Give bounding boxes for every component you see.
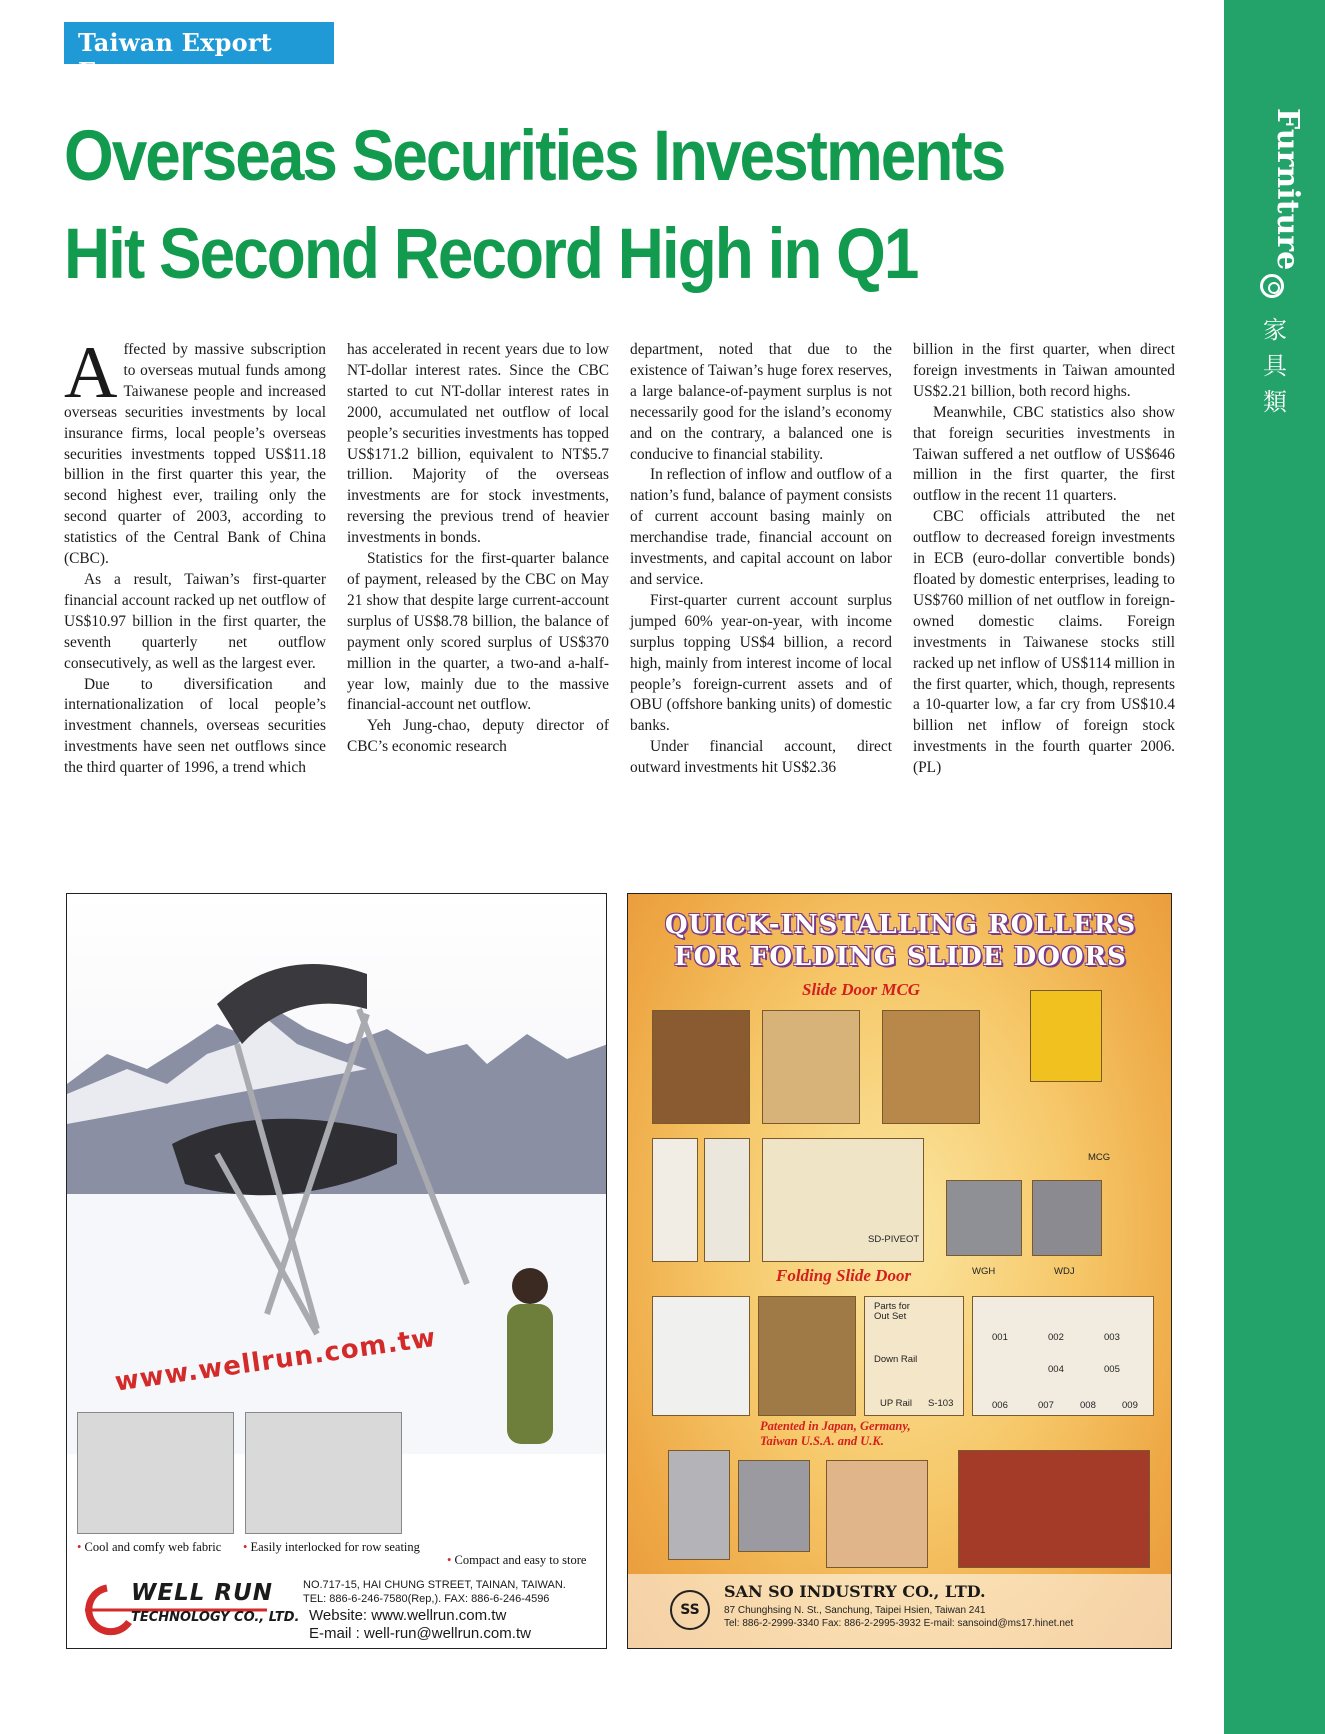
well-run-advertisement xyxy=(66,893,607,1649)
san-so-phone-email[interactable]: Tel: 886-2-2999-3340 Fax: 886-2-2995-3932 E-mail: sansoind@ms17.hinet.net xyxy=(724,1618,1074,1629)
category-char: 類 xyxy=(1263,388,1287,416)
subtitle-folding-door: Folding Slide Door xyxy=(776,1266,912,1285)
article-paragraph: Statistics for the first-quarter balance of payment, released by the CBC on May 21 show that despite large current-account surplus of US$8.78 billion, the balance of payment only scored surplus of US$370 million in the quarter, a two-and a-half-year low, mainly due to the massive financial-account net outflow. xyxy=(347,550,609,714)
subtitle-slide-door: Slide Door MCG xyxy=(802,980,921,999)
article-paragraph: has accelerated in recent years due to low NT-dollar interest rates. Since the CBC started to cut NT-dollar interest rates in 2000, accumulated net outflow of local people’s securities investments has topped US$171.2 billion, equivalent to NT$5.7 trillion. Majority of the overseas investments are for stock investments, reversing the previous trend of heavier investments in bonds. xyxy=(347,341,609,547)
san-so-advertisement xyxy=(627,893,1172,1649)
san-so-company-name: SAN SO INDUSTRY CO., LTD. xyxy=(724,1582,986,1601)
article-column-2 xyxy=(347,340,609,758)
well-run-email[interactable]: E-mail : well-run@wellrun.com.tw xyxy=(309,1625,531,1642)
part-number: 001 xyxy=(992,1332,1008,1343)
section-tag-label: Taiwan Export Express xyxy=(78,28,272,86)
label-parts-outset: Parts for Out Set xyxy=(874,1301,910,1322)
category-english: Furniture xyxy=(1270,108,1305,271)
folding-door-photo xyxy=(652,1296,750,1416)
article-headline: Overseas Securities Investments Hit Second Record High in Q1 xyxy=(64,117,1005,294)
section-tag xyxy=(64,22,334,86)
caption-web-fabric: • Cool and comfy web fabric xyxy=(77,1540,222,1554)
part-number: 009 xyxy=(1122,1400,1138,1411)
part-number: 002 xyxy=(1048,1332,1064,1343)
label-wgh: WGH xyxy=(972,1266,996,1277)
row-seating-photo xyxy=(245,1412,402,1534)
article-paragraph: billion in the first quarter, when direct foreign investments in Taiwan amounted US$2.21 billion, both record highs. xyxy=(913,341,1175,400)
roller-photo xyxy=(738,1460,810,1552)
article-paragraph: Due to diversification and internationalization of local people’s investment channels, overseas securities investments have seen net outflows since the third quarter of 1996, a trend which xyxy=(64,675,326,777)
article-paragraph: department, noted that due to the existence of Taiwan’s huge forex reserves, a large balance-of-payment surplus is not necessarily good for the island’s economy and on the contrary, a balanced one is conducive to financial stability. xyxy=(630,341,892,463)
well-run-phone: TEL: 886-6-246-7580(Rep,). FAX: 886-6-246-4596 xyxy=(303,1593,550,1605)
lock-hardware-photo xyxy=(668,1450,730,1560)
article-paragraph: Yeh Jung-chao, deputy director of CBC’s economic research xyxy=(347,717,609,756)
part-number: 008 xyxy=(1080,1400,1096,1411)
article-column-4 xyxy=(913,340,1175,779)
woman-head xyxy=(512,1268,548,1304)
folding-door-room-photo xyxy=(958,1450,1150,1568)
san-so-logo-icon: SS xyxy=(670,1590,710,1630)
label-mcg: MCG xyxy=(1088,1152,1111,1163)
part-number: 006 xyxy=(992,1400,1008,1411)
patent-notice: Patented in Japan, Germany, Taiwan U.S.A. and U.K. xyxy=(760,1419,911,1448)
article-column-1 xyxy=(64,332,326,779)
door-photo xyxy=(652,1010,750,1124)
room-photo xyxy=(758,1296,856,1416)
drop-cap: A xyxy=(64,332,118,414)
hardware-grid-photo xyxy=(972,1296,1154,1416)
part-number: 004 xyxy=(1048,1364,1064,1375)
well-run-website[interactable]: Website: www.wellrun.com.tw xyxy=(309,1607,507,1624)
san-so-contact xyxy=(724,1604,1073,1630)
label-wdj: WDJ xyxy=(1054,1266,1075,1277)
category-char: 家 xyxy=(1263,316,1287,344)
bullseye-icon xyxy=(1260,274,1284,298)
article-column-3 xyxy=(630,340,892,779)
web-fabric-photo xyxy=(77,1412,234,1534)
label-s103: S-103 xyxy=(928,1398,954,1409)
label-down-rail: Down Rail xyxy=(874,1354,918,1365)
article-paragraph: As a result, Taiwan’s first-quarter financial account racked up net outflow of US$10.97 billion in the first quarter, the seventh quarterly net outflow consecutively, as well as the largest ever. xyxy=(64,570,326,672)
category-char: 具 xyxy=(1263,352,1287,380)
installation-photo xyxy=(826,1460,928,1568)
part-number: 005 xyxy=(1104,1364,1120,1375)
category-label xyxy=(1224,108,1325,428)
san-so-address: 87 Chunghsing N. St., Sanchung, Taipei Hsien, Taiwan 241 xyxy=(724,1605,986,1616)
label-sd-piveot: SD-PIVEOT xyxy=(868,1234,920,1245)
san-so-title-line2: FOR FOLDING SLIDE DOORS xyxy=(674,942,1127,972)
article-paragraph: In reflection of inflow and outflow of a nation’s fund, balance of payment consists of current account basing mainly on merchandise trade, financial account on investments, and capital account on labor and service. xyxy=(630,466,892,588)
well-run-company-sub: TECHNOLOGY CO., LTD. xyxy=(131,1610,300,1625)
article-paragraph: First-quarter current account surplus jumped 60% year-on-year, with income surplus topping US$4 billion, a record high, mainly from interest income of local people’s foreign-current assets and of OBU (offshore banking units) of domestic banks. xyxy=(630,591,892,735)
well-run-url[interactable]: www.wellrun.com.tw xyxy=(113,1322,439,1398)
article-paragraph: Meanwhile, CBC statistics also show that foreign securities investments in Taiwan suffered a net outflow of US$646 million in the first quarter, the first outflow in the recent 11 quarters. xyxy=(913,403,1175,505)
article-paragraph: Affected by massive subscription to overseas mutual funds among Taiwanese people and increased overseas securities investments by local insurance firms, local people’s overseas securities investments topped US$11.18 billion in the first quarter this year, the second highest ever, trailing only the second quarter of 2003, according to statistics of the Central Bank of China (CBC). xyxy=(64,332,326,568)
well-run-company-name: WELL RUN xyxy=(131,1580,274,1606)
caption-row-seating: • Easily interlocked for row seating xyxy=(243,1540,420,1554)
article-paragraph: Under financial account, direct outward investments hit US$2.36 xyxy=(630,738,892,777)
caption-compact: • Compact and easy to store xyxy=(447,1553,587,1567)
well-run-address: NO.717-15, HAI CHUNG STREET, TAINAN, TAIWAN. xyxy=(303,1579,566,1591)
door-photo xyxy=(652,1138,698,1262)
article-paragraph: CBC officials attributed the net outflow to decreased foreign investments in ECB (euro-dollar convertible bonds) floated by domestic enterprises, leading to US$760 million of net outflow in foreign-owned domestic claims. Foreign investments in Taiwanese stocks still racked up net inflow of US$114 million in the first quarter, which, though, represents a 10-quarter low, a far cry from US$10.4 billion net inflow of foreign stock investments in the fourth quarter 2006. (PL) xyxy=(913,508,1175,777)
mcg-roller-photo xyxy=(1030,990,1102,1082)
label-up-rail: UP Rail xyxy=(880,1398,913,1409)
san-so-title-line1: QUICK-INSTALLING ROLLERS xyxy=(664,910,1137,940)
woman-figure xyxy=(507,1304,553,1444)
wdj-part-photo xyxy=(1032,1180,1102,1256)
well-run-contact xyxy=(303,1578,566,1606)
part-number: 003 xyxy=(1104,1332,1120,1343)
door-photo xyxy=(762,1010,860,1124)
wgh-part-photo xyxy=(946,1180,1022,1256)
category-chinese xyxy=(1260,312,1290,420)
well-run-web-contact xyxy=(309,1607,531,1643)
door-photo xyxy=(882,1010,980,1124)
part-number: 007 xyxy=(1038,1400,1054,1411)
closet-photo xyxy=(704,1138,750,1262)
